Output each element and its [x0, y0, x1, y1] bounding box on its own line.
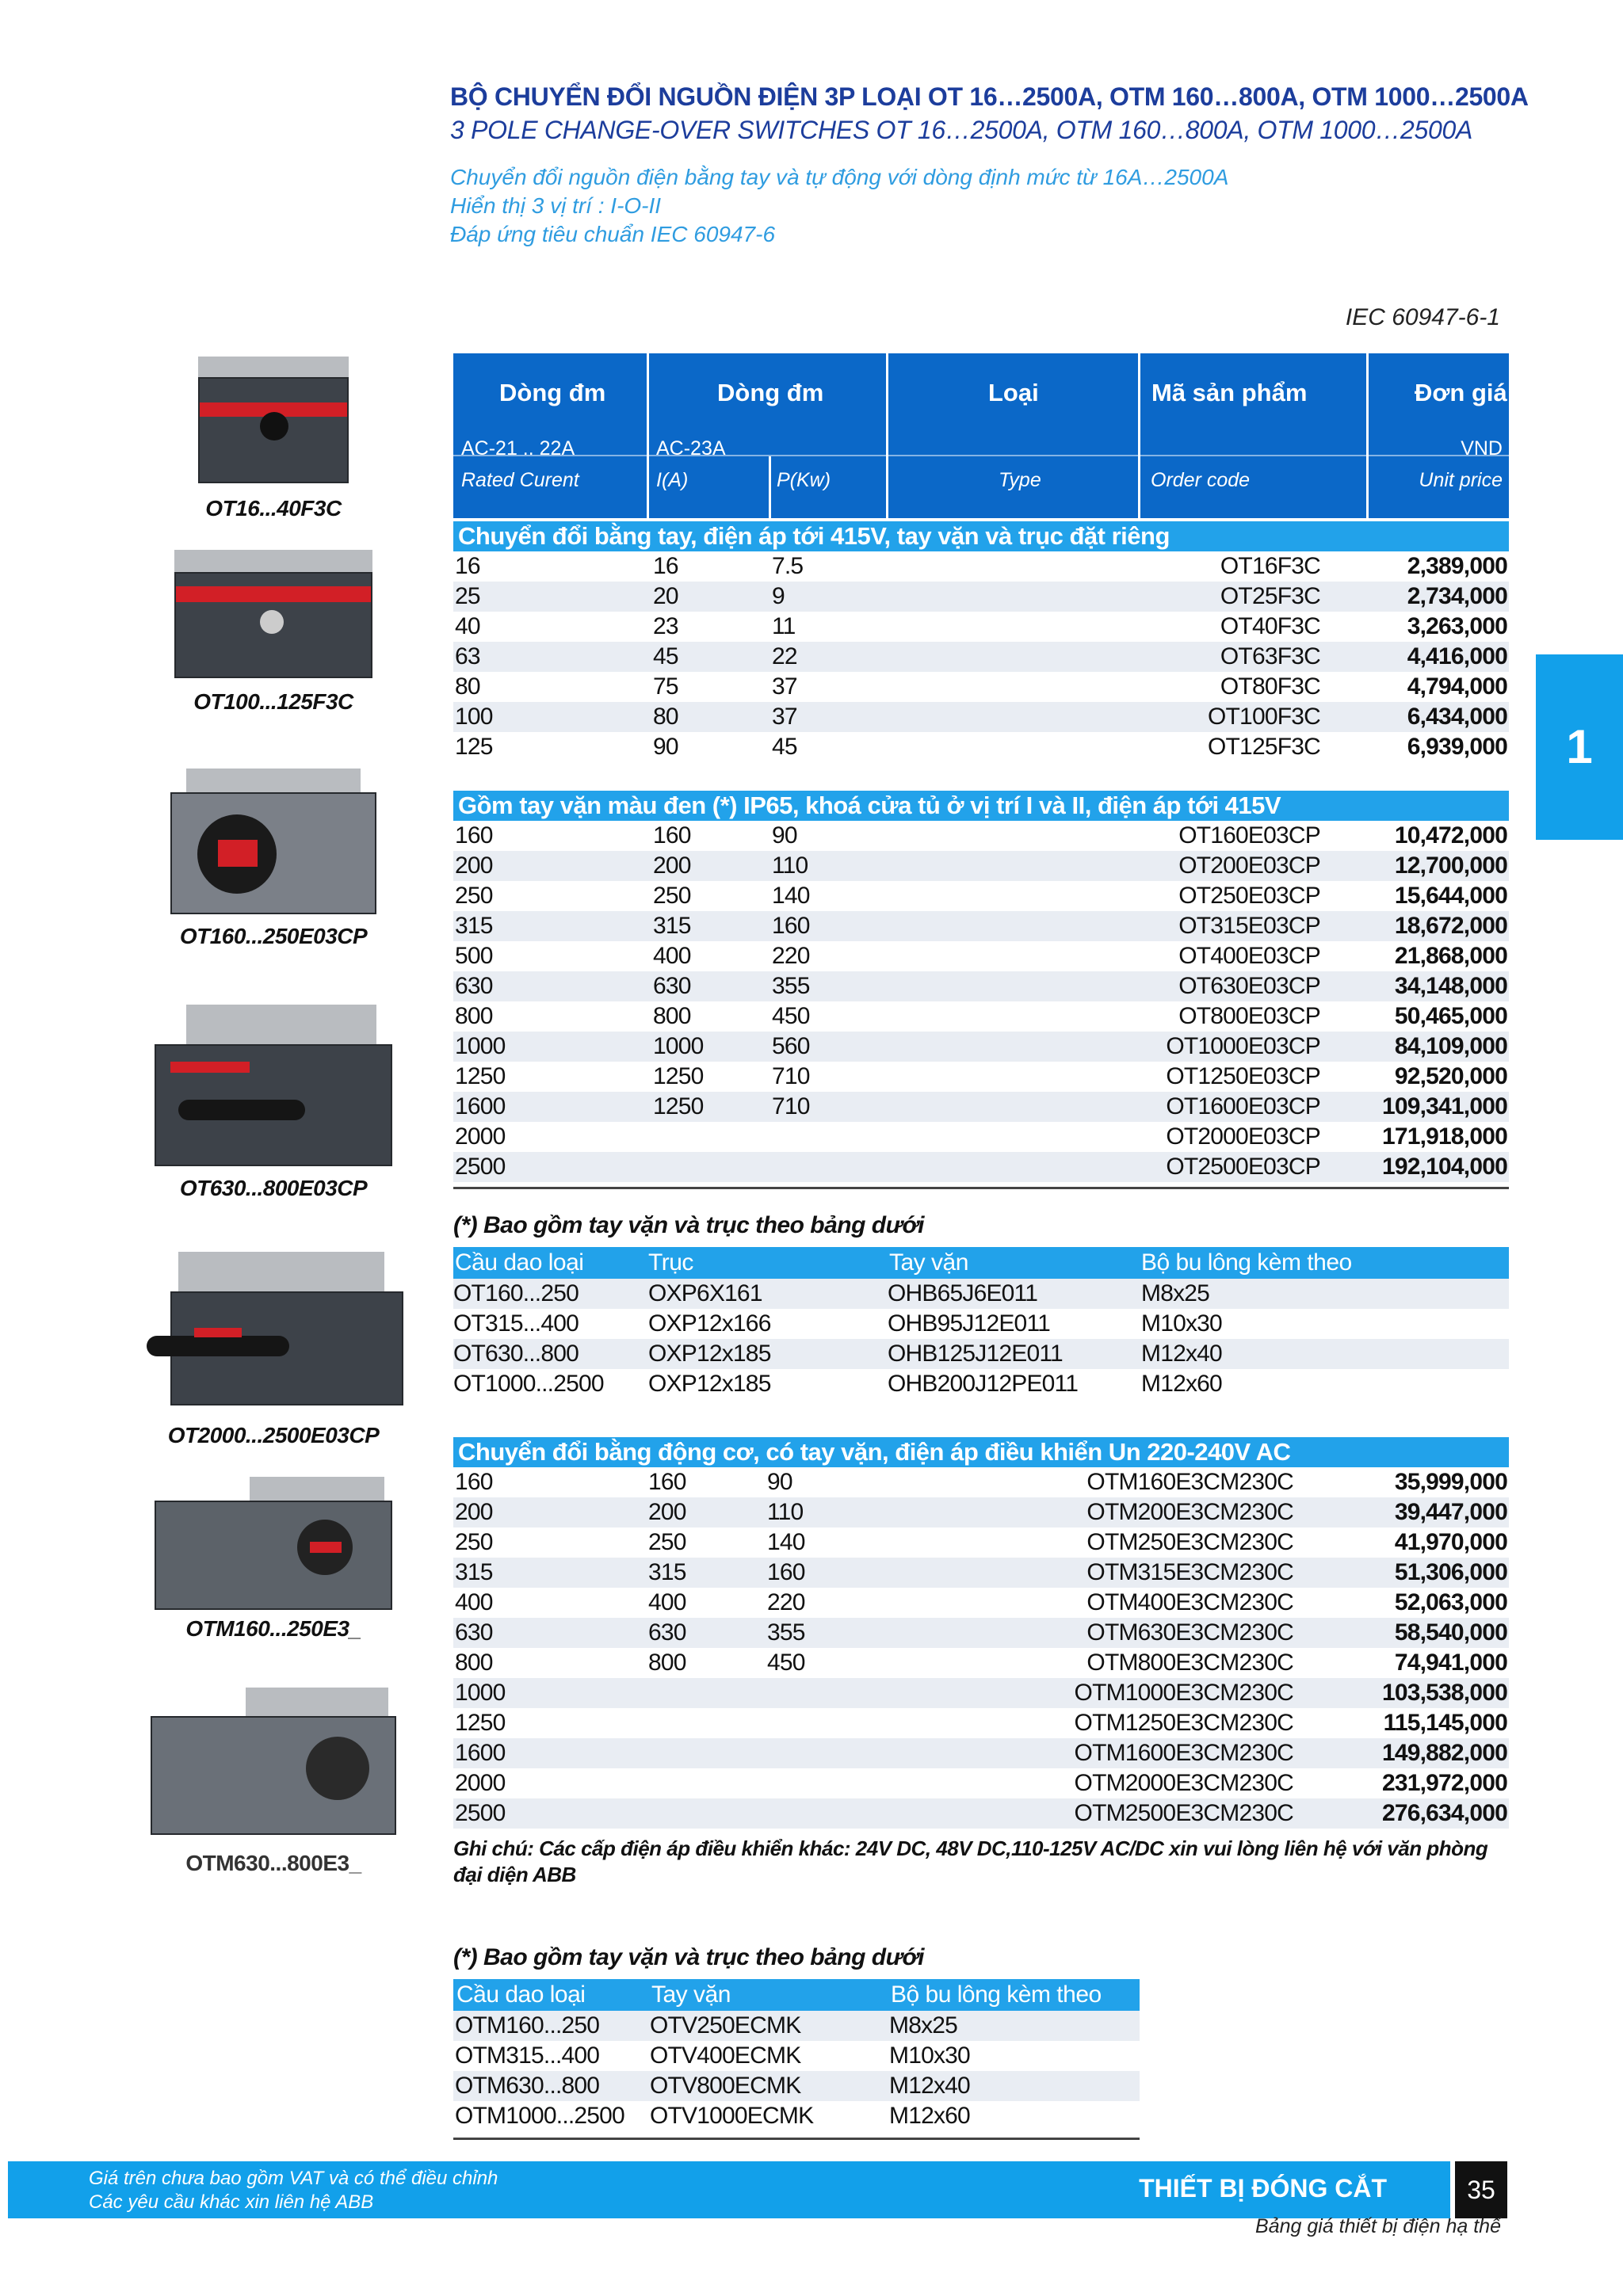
- header-ac21: AC-21 .. 22A: [461, 437, 575, 460]
- switch-image: [147, 1252, 400, 1418]
- cell-current-ia: 400: [648, 1589, 686, 1615]
- header-pkw: P(Kw): [777, 469, 831, 491]
- subtable-row: [453, 1339, 1509, 1369]
- product-caption: OTM160...250E3_: [185, 1616, 361, 1641]
- product-caption: OT16...40F3C: [205, 496, 342, 521]
- cell-current-ia: 250: [648, 1529, 686, 1555]
- table-row: [453, 1122, 1509, 1152]
- cell-current-ia: 200: [648, 1499, 686, 1525]
- cell-rated-current: 40: [455, 613, 480, 639]
- cell-unit-price: 6,434,000: [1407, 704, 1507, 730]
- footnote-line-1: Ghi chú: Các cấp điện áp điều khiển khác: 24V DC, 48V DC,110-125V AC/DC xin vui lòng liên hệ với văn phòng: [453, 1836, 1488, 1860]
- cell-unit-price: 84,109,000: [1394, 1033, 1507, 1059]
- sub2-h-bolt: Bộ bu lông kèm theo: [891, 1981, 1102, 2008]
- motor-table: [453, 1437, 1509, 1833]
- price-table: [453, 353, 1509, 1193]
- cell-unit-price: 50,465,000: [1394, 1003, 1507, 1029]
- cell-unit-price: 92,520,000: [1394, 1063, 1507, 1089]
- subtable-cell: OXP12x166: [648, 1310, 771, 1337]
- cell-unit-price: 18,672,000: [1394, 913, 1507, 939]
- cell-power-kw: 450: [772, 1003, 810, 1029]
- subtable-cell: M10x30: [889, 2042, 970, 2069]
- table-row: [453, 1032, 1509, 1062]
- cell-current-ia: 800: [653, 1003, 691, 1029]
- cell-rated-current: 80: [455, 673, 480, 700]
- cell-unit-price: 35,999,000: [1394, 1469, 1507, 1495]
- cell-power-kw: 110: [767, 1499, 804, 1525]
- product-caption: OTM630...800E3_: [185, 1851, 361, 1875]
- cell-unit-price: 231,972,000: [1381, 1770, 1507, 1796]
- table-row: [453, 1062, 1509, 1092]
- cell-unit-price: 3,263,000: [1407, 613, 1507, 639]
- table-row: [453, 732, 1509, 762]
- subtable-cell: OTV800ECMK: [650, 2073, 801, 2099]
- cell-rated-current: 250: [455, 1529, 493, 1555]
- cell-power-kw: 45: [772, 734, 797, 760]
- cell-order-code: OTM160E3CM230C: [1086, 1469, 1293, 1495]
- sub2-h-breaker: Cầu dao loại: [456, 1981, 586, 2008]
- subtable-cell: OXP12x185: [648, 1371, 771, 1397]
- subtable-row: [453, 2011, 1140, 2041]
- cell-unit-price: 15,644,000: [1394, 883, 1507, 909]
- cell-unit-price: 39,447,000: [1394, 1499, 1507, 1525]
- cell-current-ia: 250: [653, 883, 691, 909]
- table-row: [453, 642, 1509, 672]
- subtable-cell: M10x30: [1141, 1310, 1222, 1337]
- cell-current-ia: 16: [653, 553, 678, 579]
- cell-unit-price: 6,939,000: [1407, 734, 1507, 760]
- cell-order-code: OT250E03CP: [1178, 883, 1320, 909]
- subtable-row: [453, 2071, 1140, 2101]
- table-row: [453, 1001, 1509, 1032]
- cell-rated-current: 200: [455, 852, 493, 879]
- cell-order-code: OTM400E3CM230C: [1086, 1589, 1293, 1615]
- product-ot16-40: [143, 357, 404, 521]
- cell-order-code: OTM2500E3CM230C: [1074, 1800, 1293, 1826]
- header-ia: I(A): [656, 469, 689, 491]
- cell-power-kw: 90: [767, 1469, 792, 1495]
- cell-order-code: OT100F3C: [1208, 704, 1320, 730]
- table-row: [453, 1588, 1509, 1618]
- switch-image: [155, 1005, 392, 1171]
- subtable-cell: OT1000...2500: [453, 1371, 604, 1397]
- handle-table-2: [453, 1979, 1140, 2145]
- cell-power-kw: 140: [772, 883, 810, 909]
- cell-rated-current: 160: [455, 822, 493, 849]
- cell-order-code: OT800E03CP: [1178, 1003, 1320, 1029]
- cell-power-kw: 90: [772, 822, 797, 849]
- cell-order-code: OT40F3C: [1220, 613, 1320, 639]
- section-motor: Chuyển đổi bằng động cơ, có tay vặn, điện áp điều khiển Un 220-240V AC: [453, 1437, 1509, 1467]
- product-ot160-250: [143, 769, 404, 949]
- handle-shaft-table: [453, 1247, 1509, 1410]
- cell-current-ia: 1250: [653, 1063, 704, 1089]
- cell-unit-price: 41,970,000: [1394, 1529, 1507, 1555]
- page-title: BỘ CHUYỂN ĐỔI NGUỒN ĐIỆN 3P LOẠI OT 16…2500A, OTM 160…800A, OTM 1000…2500A: [450, 82, 1529, 111]
- subtable-cell: OHB200J12PE011: [888, 1371, 1079, 1397]
- table-row: [453, 851, 1509, 881]
- cell-current-ia: 45: [653, 643, 678, 669]
- table-row: [453, 971, 1509, 1001]
- table-header: [453, 353, 1509, 518]
- cell-unit-price: 51,306,000: [1394, 1559, 1507, 1585]
- cell-order-code: OT315E03CP: [1178, 913, 1320, 939]
- cell-rated-current: 1250: [455, 1063, 506, 1089]
- cell-rated-current: 315: [455, 1559, 493, 1585]
- cell-unit-price: 74,941,000: [1394, 1650, 1507, 1676]
- section-manual: Chuyển đổi bằng tay, điện áp tới 415V, tay vặn và trục đặt riêng: [453, 521, 1509, 551]
- cell-unit-price: 52,063,000: [1394, 1589, 1507, 1615]
- cell-rated-current: 1000: [455, 1680, 506, 1706]
- cell-order-code: OTM800E3CM230C: [1086, 1650, 1293, 1676]
- cell-unit-price: 58,540,000: [1394, 1619, 1507, 1646]
- product-ot2000-2500: [143, 1252, 404, 1448]
- cell-current-ia: 160: [653, 822, 691, 849]
- cell-rated-current: 16: [455, 553, 480, 579]
- cell-order-code: OT2000E03CP: [1166, 1123, 1320, 1150]
- subtable-cell: OTM1000...2500: [455, 2103, 624, 2129]
- cell-rated-current: 2000: [455, 1770, 506, 1796]
- subtable-cell: OXP12x185: [648, 1341, 771, 1367]
- cell-current-ia: 630: [648, 1619, 686, 1646]
- footer-section-title: THIẾT BỊ ĐÓNG CẮT: [1139, 2174, 1387, 2203]
- cell-rated-current: 125: [455, 734, 493, 760]
- desc-line-2: Hiển thị 3 vị trí : I-O-II: [450, 193, 662, 218]
- cell-rated-current: 2500: [455, 1800, 506, 1826]
- cell-rated-current: 25: [455, 583, 480, 609]
- subtable-cell: M8x25: [1141, 1280, 1210, 1306]
- table-row: [453, 1648, 1509, 1678]
- cell-order-code: OTM250E3CM230C: [1086, 1529, 1293, 1555]
- cell-current-ia: 75: [653, 673, 678, 700]
- header-unit-en: Unit price: [1419, 469, 1503, 491]
- subtable-cell: OTM315...400: [455, 2042, 600, 2069]
- note-handle-2: [453, 1944, 924, 1971]
- product-caption: OT160...250E03CP: [179, 924, 368, 948]
- subtable-cell: M12x40: [889, 2073, 970, 2099]
- product-caption: OT100...125F3C: [193, 689, 353, 714]
- cell-order-code: OT1000E03CP: [1166, 1033, 1320, 1059]
- footer-note-1: Giá trên chưa bao gồm VAT và có thể điều chỉnh: [89, 2168, 498, 2189]
- table-row: [453, 881, 1509, 911]
- cell-unit-price: 2,734,000: [1407, 583, 1507, 609]
- cell-power-kw: 450: [767, 1650, 805, 1676]
- switch-image: [198, 357, 349, 491]
- table-row: [453, 1768, 1509, 1798]
- header-type-en: Type: [999, 469, 1041, 491]
- sub1-h-handle: Tay vặn: [889, 1249, 968, 1276]
- cell-rated-current: 315: [455, 913, 493, 939]
- cell-rated-current: 63: [455, 643, 480, 669]
- table-row: [453, 1152, 1509, 1182]
- table-row: [453, 911, 1509, 941]
- cell-unit-price: 12,700,000: [1394, 852, 1507, 879]
- cell-current-ia: 1250: [653, 1093, 704, 1119]
- product-caption: OT630...800E03CP: [179, 1176, 368, 1200]
- cell-power-kw: 160: [767, 1559, 805, 1585]
- table-row: [453, 612, 1509, 642]
- subtable-cell: OTV400ECMK: [650, 2042, 801, 2069]
- cell-unit-price: 149,882,000: [1381, 1740, 1507, 1766]
- cell-order-code: OTM1000E3CM230C: [1074, 1680, 1293, 1706]
- cell-power-kw: 560: [772, 1033, 810, 1059]
- cell-order-code: OT16F3C: [1220, 553, 1320, 579]
- subtable-cell: OTM160...250: [455, 2012, 600, 2039]
- cell-order-code: OT630E03CP: [1178, 973, 1320, 999]
- cell-unit-price: 171,918,000: [1381, 1123, 1507, 1150]
- cell-power-kw: 160: [772, 913, 810, 939]
- sub1-h-bolt: Bộ bu lông kèm theo: [1141, 1249, 1352, 1276]
- cell-unit-price: 21,868,000: [1394, 943, 1507, 969]
- cell-order-code: OTM1600E3CM230C: [1074, 1740, 1293, 1766]
- subtable-cell: M12x60: [889, 2103, 970, 2129]
- product-ot100-125: [143, 550, 404, 715]
- cell-unit-price: 2,389,000: [1407, 553, 1507, 579]
- cell-current-ia: 160: [648, 1469, 686, 1495]
- cell-order-code: OT200E03CP: [1178, 852, 1320, 879]
- cell-unit-price: 276,634,000: [1381, 1800, 1507, 1826]
- cell-order-code: OTM315E3CM230C: [1086, 1559, 1293, 1585]
- cell-rated-current: 630: [455, 973, 493, 999]
- cell-rated-current: 1250: [455, 1710, 506, 1736]
- cell-current-ia: 200: [653, 852, 691, 879]
- desc-line-1: Chuyển đổi nguồn điện bằng tay và tự động với dòng định mức từ 16A…2500A: [450, 165, 1229, 189]
- footer-caption: Bảng giá thiết bị điện hạ thế: [1255, 2215, 1501, 2237]
- subtable-cell: OT160...250: [453, 1280, 579, 1306]
- cell-rated-current: 630: [455, 1619, 493, 1646]
- cell-rated-current: 400: [455, 1589, 493, 1615]
- cell-unit-price: 4,416,000: [1407, 643, 1507, 669]
- table-row: [453, 941, 1509, 971]
- subtable-cell: M8x25: [889, 2012, 958, 2039]
- cell-order-code: OTM200E3CM230C: [1086, 1499, 1293, 1525]
- cell-power-kw: 355: [772, 973, 810, 999]
- cell-unit-price: 103,538,000: [1381, 1680, 1507, 1706]
- header-rated: Rated Curent: [461, 469, 579, 491]
- table-row: [453, 551, 1509, 582]
- note-handle-shaft: [453, 1212, 924, 1239]
- subtable-cell: M12x60: [1141, 1371, 1222, 1397]
- cell-power-kw: 22: [772, 643, 797, 669]
- table-row: [453, 1497, 1509, 1527]
- subtable-row: [453, 1369, 1509, 1399]
- cell-order-code: OT80F3C: [1220, 673, 1320, 700]
- footer-note-2: Các yêu cầu khác xin liên hệ ABB: [89, 2191, 374, 2213]
- cell-current-ia: 800: [648, 1650, 686, 1676]
- switch-image: [170, 769, 376, 919]
- sub1-h-breaker: Cầu dao loại: [455, 1249, 584, 1276]
- subtable-cell: OT630...800: [453, 1341, 579, 1367]
- cell-power-kw: 110: [772, 852, 808, 879]
- cell-power-kw: 37: [772, 673, 797, 700]
- cell-current-ia: 315: [653, 913, 691, 939]
- header-price: Đơn giá: [1415, 379, 1507, 406]
- page-subtitle: 3 POLE CHANGE-OVER SWITCHES OT 16…2500A, OTM 160…800A, OTM 1000…2500A: [450, 116, 1473, 144]
- header-rated-current: Dòng đm: [499, 379, 606, 406]
- subtable-cell: OTV250ECMK: [650, 2012, 801, 2039]
- cell-order-code: OT2500E03CP: [1166, 1154, 1320, 1180]
- cell-current-ia: 1000: [653, 1033, 704, 1059]
- subtable-cell: OHB65J6E011: [888, 1280, 1038, 1306]
- table-row: [453, 582, 1509, 612]
- cell-order-code: OT1250E03CP: [1166, 1063, 1320, 1089]
- table-row: [453, 1678, 1509, 1708]
- cell-rated-current: 160: [455, 1469, 493, 1495]
- subtable-cell: OTV1000ECMK: [650, 2103, 814, 2129]
- switch-image: [174, 550, 372, 685]
- cell-rated-current: 2000: [455, 1123, 506, 1150]
- subtable-row: [453, 2041, 1140, 2071]
- subtable-cell: OTM630...800: [455, 2073, 600, 2099]
- switch-image: [155, 1477, 392, 1611]
- cell-current-ia: 630: [653, 973, 691, 999]
- cell-rated-current: 200: [455, 1499, 493, 1525]
- cell-current-ia: 23: [653, 613, 678, 639]
- note-title: (*) Bao gồm tay vặn và trục theo bảng dưới: [453, 1944, 924, 1970]
- cell-rated-current: 800: [455, 1650, 493, 1676]
- cell-unit-price: 10,472,000: [1394, 822, 1507, 849]
- table-row: [453, 1467, 1509, 1497]
- table-row: [453, 702, 1509, 732]
- product-otm630-800: [143, 1688, 404, 1876]
- cell-current-ia: 90: [653, 734, 678, 760]
- subtable-cell: OHB125J12E011: [888, 1341, 1063, 1367]
- table-row: [453, 1708, 1509, 1738]
- page-number: 35: [1455, 2161, 1507, 2218]
- cell-power-kw: 710: [772, 1093, 810, 1119]
- cell-rated-current: 500: [455, 943, 493, 969]
- cell-rated-current: 1000: [455, 1033, 506, 1059]
- cell-order-code: OT160E03CP: [1178, 822, 1320, 849]
- subtable-cell: OXP6X161: [648, 1280, 762, 1306]
- cell-order-code: OT125F3C: [1208, 734, 1320, 760]
- cell-unit-price: 109,341,000: [1381, 1093, 1507, 1119]
- cell-power-kw: 11: [772, 613, 796, 639]
- section-with-handle: Gồm tay vặn màu đen (*) IP65, khoá cửa tủ ở vị trí I và II, điện áp tới 415V: [453, 791, 1509, 821]
- cell-rated-current: 2500: [455, 1154, 506, 1180]
- cell-power-kw: 710: [772, 1063, 810, 1089]
- switch-image: [151, 1688, 396, 1846]
- header-order-code: Mã sản phẩm: [1151, 379, 1308, 406]
- cell-unit-price: 192,104,000: [1381, 1154, 1507, 1180]
- cell-order-code: OTM630E3CM230C: [1086, 1619, 1293, 1646]
- header-ac23-current: Dòng đm: [717, 379, 824, 406]
- footnote-line-2: đại diện ABB: [453, 1863, 576, 1886]
- cell-power-kw: 37: [772, 704, 797, 730]
- header-order-en: Order code: [1151, 469, 1251, 491]
- standard-label: IEC 60947-6-1: [1345, 304, 1500, 330]
- cell-rated-current: 250: [455, 883, 493, 909]
- table-row: [453, 1738, 1509, 1768]
- cell-power-kw: 140: [767, 1529, 805, 1555]
- header-ac23: AC-23A: [656, 437, 726, 460]
- cell-current-ia: 80: [653, 704, 678, 730]
- cell-power-kw: 7.5: [772, 553, 804, 579]
- sub2-h-handle: Tay vặn: [651, 1981, 731, 2008]
- cell-order-code: OT1600E03CP: [1166, 1093, 1320, 1119]
- product-ot630-800: [143, 1005, 404, 1201]
- subtable-row: [453, 1279, 1509, 1309]
- cell-unit-price: 115,145,000: [1383, 1710, 1507, 1736]
- cell-power-kw: 9: [772, 583, 785, 609]
- table-row: [453, 1092, 1509, 1122]
- table-row: [453, 1527, 1509, 1558]
- footer-bar: [8, 2161, 1450, 2218]
- header-type: Loại: [988, 379, 1039, 406]
- cell-current-ia: 400: [653, 943, 691, 969]
- cell-current-ia: 315: [648, 1559, 686, 1585]
- desc-line-3: Đáp ứng tiêu chuẩn IEC 60947-6: [450, 222, 776, 246]
- note-title: (*) Bao gồm tay vặn và trục theo bảng dưới: [453, 1212, 924, 1238]
- chapter-tab: 1: [1536, 654, 1623, 840]
- table-row: [453, 821, 1509, 851]
- subtable-cell: OHB95J12E011: [888, 1310, 1050, 1337]
- cell-unit-price: 4,794,000: [1407, 673, 1507, 700]
- cell-power-kw: 220: [767, 1589, 805, 1615]
- cell-rated-current: 1600: [455, 1740, 506, 1766]
- product-otm160-250: [143, 1477, 404, 1642]
- cell-power-kw: 220: [772, 943, 810, 969]
- cell-rated-current: 800: [455, 1003, 493, 1029]
- subtable-cell: M12x40: [1141, 1341, 1222, 1367]
- table-row: [453, 1798, 1509, 1829]
- cell-order-code: OT63F3C: [1220, 643, 1320, 669]
- subtable-row: [453, 2101, 1140, 2131]
- cell-order-code: OT25F3C: [1220, 583, 1320, 609]
- cell-order-code: OTM1250E3CM230C: [1074, 1710, 1293, 1736]
- cell-unit-price: 34,148,000: [1394, 973, 1507, 999]
- sub1-h-shaft: Trục: [648, 1249, 693, 1276]
- cell-rated-current: 100: [455, 704, 493, 730]
- cell-power-kw: 355: [767, 1619, 805, 1646]
- subtable-row: [453, 1309, 1509, 1339]
- table-row: [453, 672, 1509, 702]
- cell-order-code: OTM2000E3CM230C: [1074, 1770, 1293, 1796]
- cell-current-ia: 20: [653, 583, 678, 609]
- product-caption: OT2000...2500E03CP: [167, 1423, 380, 1447]
- header-vnd: VND: [1461, 437, 1503, 460]
- cell-rated-current: 1600: [455, 1093, 506, 1119]
- cell-order-code: OT400E03CP: [1178, 943, 1320, 969]
- table-row: [453, 1558, 1509, 1588]
- subtable-cell: OT315...400: [453, 1310, 579, 1337]
- footnote: [453, 1836, 1487, 1887]
- table-row: [453, 1618, 1509, 1648]
